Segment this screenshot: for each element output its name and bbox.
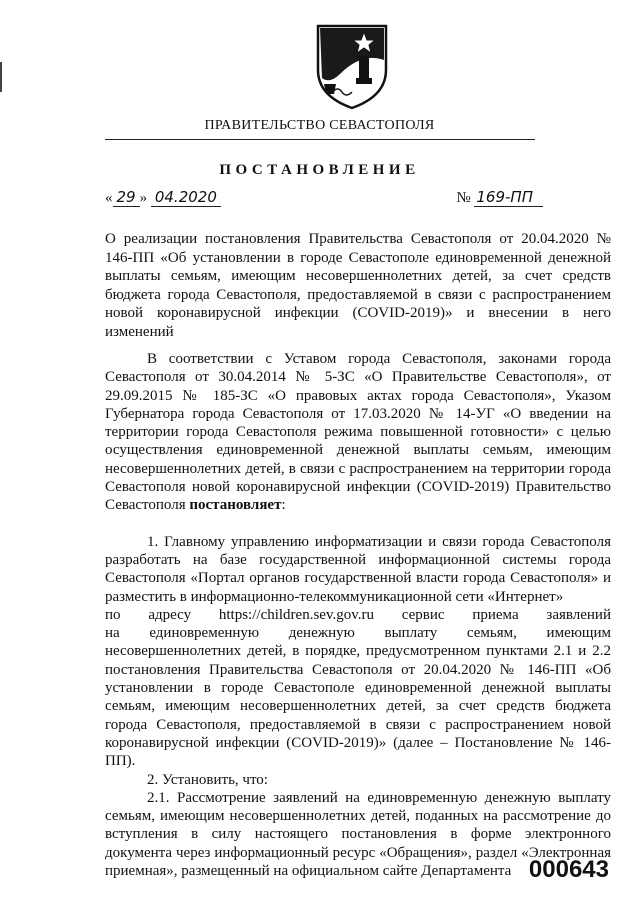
document-number	[456, 188, 543, 207]
clause-1-link-line: по адресу https://children.sev.gov.ru сервис приема заявлений	[105, 606, 611, 623]
preamble-end: :	[281, 497, 286, 514]
date-day: 29	[113, 188, 140, 207]
clause-2: 2. Установить, что:	[147, 771, 268, 788]
number-prefix: №	[456, 190, 471, 206]
clause-1-part-1: 1. Главному управлению информатизации и связи города Севастополя разработать на базе государственной информационной системы города Севастополя «Портал органов государственной власти города Севастополя» и разместить в информационно-телекоммуникационной сети «Интернет»	[105, 533, 611, 605]
header-divider	[105, 139, 535, 140]
preamble-paragraph	[105, 350, 611, 515]
date-open-quote: «	[105, 190, 113, 206]
document-date	[105, 188, 221, 207]
document-subject: О реализации постановления Правительства Севастополя от 20.04.2020 № 146-ПП «Об установлении в городе Севастополе единовременной денежной выплаты семьям, имеющим несовершеннолетних детей, за счет средств бюджета города Севастополя, предоставляемой в связи с распространением новой коронавирусной инфекции (COVID-2019)» и внесении в него изменений	[105, 231, 611, 340]
document-body	[105, 350, 611, 880]
preamble-keyword: постановляет	[189, 497, 282, 514]
preamble-text: В соответствии с Уставом города Севастополя, законами города Севастополя от 30.04.2014 № 5-ЗС «О Правительстве Севастополя», от 29.09.2015 № 185-ЗС «О правовых актах города Севастополя», Указом Губернатора города Севастополя от 17.03.2020 № 14-УГ «О введении на территории города Севастополя режима повышенной готовности» с целью осуществления единовременной денежной выплаты семьям, имеющим несовершеннолетних детей, в связи с распространением на территории города Севастополя новой коронавирусной инфекции (COVID-2019) Правительство Севастополя	[105, 351, 611, 514]
clause-2-1: 2.1. Рассмотрение заявлений на единовременную денежную выплату семьям, имеющим несовершеннолетних детей, поданных на рассмотрение до вступления в силу настоящего постановления в форме электронного документа через информационный ресурс «Обращения», раздел «Электронная приемная», размещенный на официальном сайте Департамента	[105, 789, 611, 880]
document-type-heading: ПОСТАНОВЛЕНИЕ	[219, 162, 420, 178]
number-value: 169-ПП	[474, 188, 543, 207]
government-title: ПРАВИТЕЛЬСТВО СЕВАСТОПОЛЯ	[204, 118, 435, 133]
date-month-year: 04.2020	[151, 188, 221, 207]
scan-edge-mark	[0, 62, 2, 92]
registration-stamp-number: 000643	[528, 856, 609, 883]
date-close-quote: »	[139, 190, 148, 206]
sevastopol-coat-of-arms-icon	[312, 22, 392, 110]
clause-1-part-2: на единовременную денежную выплату семьям, имеющим несовершеннолетних детей, в порядке, предусмотренном пунктами 2.1 и 2.2 постановления Правительства Севастополя от 20.04.2020 № 146-ПП «Об установлении в городе Севастополе единовременной денежной выплаты семьям, имеющим несовершеннолетних детей, за счет средств бюджета города Севастополя, предоставляемой в связи с распространением новой коронавирусной инфекции (COVID-2019)» (далее – Постановление № 146-ПП).	[105, 625, 611, 770]
